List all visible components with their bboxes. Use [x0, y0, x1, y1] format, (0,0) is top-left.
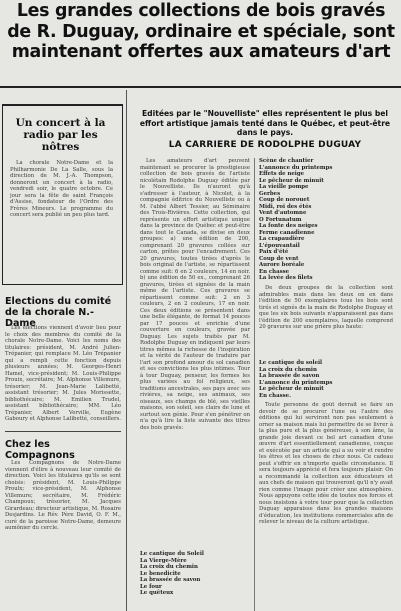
list-item: La Vierge-Mère [140, 557, 187, 564]
compagnons-body [5, 460, 121, 611]
list-item: Coup de vent [259, 255, 299, 262]
compagnons-paragraph: Les Compagnons de Notre-Dame viennent d'élire à nouveau leur comité de direction. Voici les titulaires qu'ils se sont choisis: président, M. Louis-Philippe Proulx; vice-président, M. Alphonse Villemure; secrétaire, M. Frédéric Champoux; trésorier, M. Jacques Girardeau; directeur artistique, M. Rosaire Desjardins. Le Rév. Père David, O. F. M., curé de la paroisse Notre-Dame, demeure aumônier du cercle. [5, 460, 121, 531]
list-item: L'épouvantail [259, 242, 300, 249]
list-item: O Fortunatum [259, 216, 302, 223]
column-divider [126, 90, 127, 611]
concert-box-top-rule [2, 104, 123, 106]
list-item: Vent d'automne [259, 210, 307, 216]
concert-paragraph: La chorale Notre-Dame et la Philharmonie De La Salle, sous la direction de M. J.-A. Thompson, donneront un concert à la radio, vendredi soir, le quatre octobre. Ce jour sera la fête de saint François d'Assise, fondateur de l'Ordre des Frères Mineurs. Le programme du concert sera publié un peu plus tard. [10, 160, 113, 218]
list-item: Effets de neige [259, 171, 305, 177]
concert-body [10, 160, 113, 280]
list-item: Le cantique du Soleil [140, 551, 204, 557]
article-paragraph-3b: Toute personne de goût devrait se faire un devoir de se procurer l'une ou l'autre des éditions qui lui serviront non pas seulement à orner sa maison mais lui permettre de se livrer à la plus pure et la plus généreuse, à son âme, la grande joie devant ce bel art canadien d'une œuvre d'art essentiellement canadienne, conçue et exécutée par un artiste qui a su voir et rendre les êtres et les choses de chez nous. Ce cadeau peut s'offrir en n'importe quelle circonstance. Il sera toujours apprécié et fera toujours plaisir. On a recommandé la collection aux éducateurs et aux chefs de maison qui trouveront qu'il n'y avait rien comme l'image pour créer une atmosphère. Nous appuyons cette idée de toutes nos forces et nous insistons à votre tour pour que la collection Duguay apparaisse dans les grandes maisons d'éducation, les institutions commerciales afin de relever le niveau de la culture artistique. [259, 402, 393, 525]
list-item: Le benedicite [140, 570, 181, 577]
article-column-1 [140, 158, 250, 548]
list-item: La vieille pompe [259, 184, 309, 190]
article-paragraph-3a: De deux groupes de la collection sont admirables mais dans les deux on en dans l'édition de 50 exemplaires tous les bois sont tirés et signés de la main de Rodolphe Duguay et que les six bois suivants n'apparaissent pas dans l'édition de 200 exemplaires, laquelle comprend 20 gravures sur une prière plus haute: [259, 285, 393, 330]
list-item: La croix du chemin [259, 366, 317, 373]
title-list-3 [259, 360, 393, 399]
list-item: La brassée de savon [259, 373, 320, 379]
compagnons-rule [5, 431, 121, 432]
elections-paragraph: Les élections viennent d'avoir lieu pour le choix des membres du comité de la chorale Notre-Dame. Voici les noms des titulaires: président, M. André Julien-Trépanier, qui remplace M. Léo Trépanier qui a rempli cette fonction depuis plusieurs années; M. Georges-Henri Hamel, vice-président; M. Louis-Philippe Prouix, secrétaire; M. Alphonse Villemure, trésorier; M. Jean-Marie Lalibetté, assistant trésorier; M. Jules Morissette, bibliothécaire; M. Emilien Trudel, assistant bibliothécaire; MM. Léo Trépanier, Albert Verville, Eugène Gaboury et Alphonse Lalibetté, conseillers. [5, 325, 121, 422]
list-item: Le pêcheur de minuit [259, 386, 324, 392]
article-subhead: LA CARRIERE DE RODOLPHE DUGUAY [168, 140, 362, 150]
list-item: La fonte des neiges [259, 223, 318, 229]
list-item: Le pêcheur de minuit [259, 177, 324, 184]
list-item: Le quêteux [140, 590, 174, 596]
list-item: En chasse [259, 268, 290, 275]
article-headline: Les grandes collections de bois gravés de R. Duguay, ordinaire et spéciale, sont maintenant offertes aux amateurs d'art [7, 1, 395, 63]
article-column-3a [259, 285, 393, 355]
title-list-2 [259, 158, 393, 282]
list-item: Midi, roi des étés [259, 203, 312, 210]
list-item: La croix du chemin [140, 564, 198, 570]
title-list-1 [140, 551, 250, 597]
list-item: Aurore boréale [259, 262, 305, 268]
list-item: Le cantique du soleil [259, 360, 323, 366]
list-item: La brassée de savon [140, 577, 201, 583]
article-paragraph-1: Les amateurs d'art peuvent maintenant se procurer la prestigieuse collection de bois gravés de l'artiste nicolétain Rodolphe Duguay éditée par le Nouvelliste. Ils n'auront qu'à s'adresser à l'auteur, à Nicolet, à la compagnie éditrice du Nouvelliste ou à M. l'abbé Albert Tessier, au Séminaire des Trois-Rivières. Cette collection, qui représente un effort artistique unique dans la province de Québec et peut-être dans tout le Canada, se divise en deux groupes: a) une édition de 200, comprenant 20 gravures collées sur carton, prêtes pour l'encadrement. Ces 20 gravures, toutes tirées d'après le bois original de l'artiste, se répartissent comme suit: 6 en 2 couleurs, 14 en noir. b) une édition de 50 ex., comprenant 26 gravures, tirées et signées de la main même de l'artiste. Ces gravures se répartissent comme suit: 2 en 3 couleurs, 2 en 2 couleurs, 17 en noir. Ces deux éditions se présentent dans une belle élégante, de format 14 pouces par 17 pouces et enrichie d'une couverture en couleurs, gravée par Duguay. Les sujets traités par M. Rodolphe Duguay en indiquent par leurs titres mêmes la richesse de l'inspiration et la vérité de l'auteur de traduire par l'art son profond amour du sol canadien et ses convictions les plus intimes. Tour à tour Duguay, penseur, les formes les plus variées au fol religieux, ses traditions ancestrales, ses pays avec ses rivières, sa neige, ses animaux, ses oiseaux, ses champs de blé, ses vieilles maisons, son soleil, ses clairs de lune et surtout son génie. Pour s'en pénétrer on n'a qu'à lire la liste suivante des titres des bois gravés: [140, 158, 250, 431]
list-item: En chasse. [259, 392, 291, 399]
article-column-3b [259, 402, 393, 611]
list-item: Le four [140, 583, 162, 590]
list-item: L'annonce du printemps [259, 379, 333, 386]
concert-title: Un concert à la radio par les nôtres [15, 117, 106, 153]
list-item: Coup de norouet [259, 197, 310, 203]
elections-body [5, 325, 121, 425]
article-column-divider [254, 158, 255, 611]
elections-title: Elections du comité de la chorale N.-Dame [5, 296, 112, 329]
headline-rule [0, 86, 401, 88]
list-item: L'annonce du printemps [259, 164, 333, 171]
list-item: Ferme canadienne [259, 229, 315, 236]
list-item: Paix d'été [259, 249, 289, 255]
list-item: La crapaudière [259, 236, 305, 242]
list-item: Gerbes [259, 190, 281, 197]
list-item: La levée des filets [259, 275, 313, 281]
list-item: Scène de chantier [259, 158, 314, 164]
compagnons-title: Chez les Compagnons [5, 439, 75, 461]
article-deck: Editées par le "Nouvelliste" elles représentent le plus bel effort artistique jamais tenté dans le Québec, et peut-être dans le pays. [139, 109, 391, 138]
